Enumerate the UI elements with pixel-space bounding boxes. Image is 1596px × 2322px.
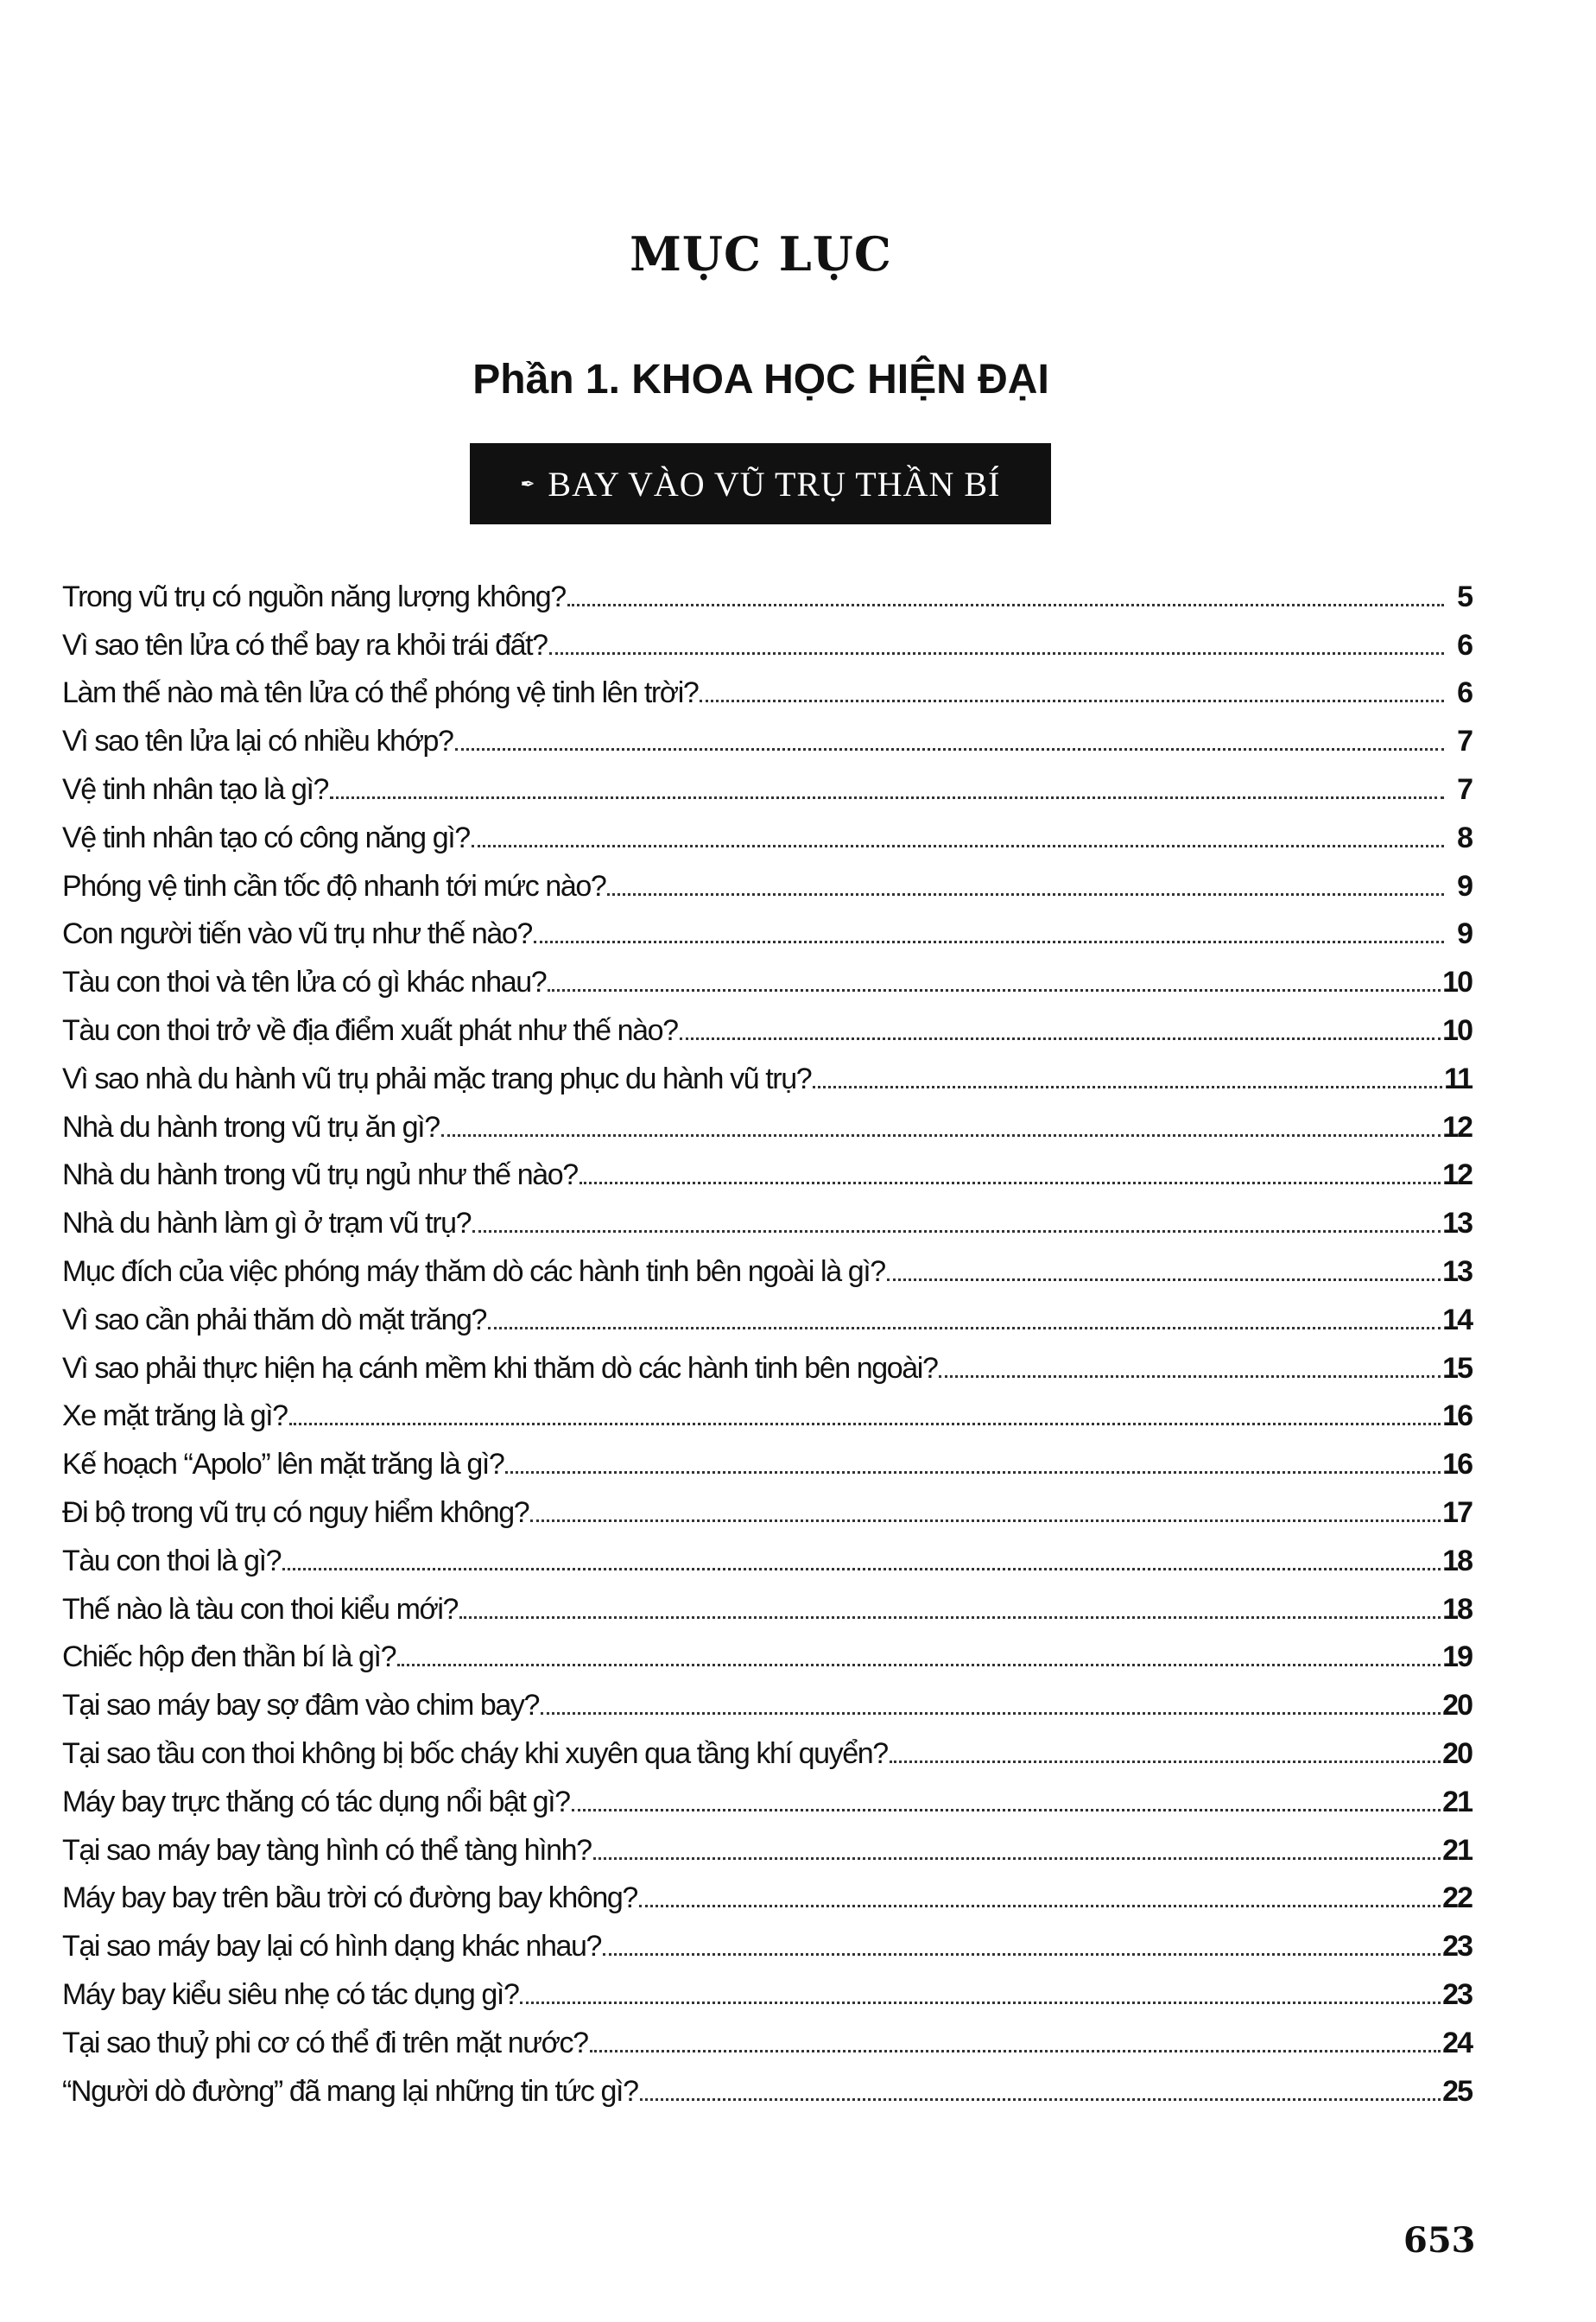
toc-entry-page: 24	[1442, 2026, 1472, 2059]
pen-nib-icon: ✒	[520, 474, 536, 494]
toc-entry-label: Vệ tinh nhân tạo là gì?	[62, 772, 329, 806]
toc-entry-page: 7	[1457, 772, 1472, 806]
dot-leader	[549, 652, 1444, 655]
toc-entry[interactable]	[62, 1386, 1472, 1434]
dot-leader	[534, 941, 1444, 943]
toc-entry-page: 5	[1457, 580, 1472, 613]
toc-entry-page: 14	[1442, 1303, 1472, 1336]
toc-entry-page: 15	[1442, 1351, 1472, 1385]
toc-entry-page: 16	[1442, 1399, 1472, 1433]
dot-leader	[505, 1471, 1441, 1474]
toc-entry[interactable]	[62, 1627, 1472, 1675]
toc-entry[interactable]	[62, 758, 1472, 807]
toc-entry-page: 7	[1457, 725, 1472, 758]
toc-entry[interactable]	[62, 1433, 1472, 1481]
toc-entry-page: 10	[1442, 1013, 1472, 1047]
dot-leader	[590, 2050, 1441, 2052]
toc-entry-page: 9	[1457, 869, 1472, 903]
toc-entry[interactable]	[62, 1722, 1472, 1771]
toc-entry-page: 21	[1442, 1833, 1472, 1867]
dot-leader	[330, 796, 1444, 799]
toc-entry-label: Làm thế nào mà tên lửa có thể phóng vệ tinh lên trời?	[62, 676, 699, 710]
toc-entry-page: 6	[1457, 628, 1472, 662]
toc-entry[interactable]	[62, 1868, 1472, 1916]
toc-entry-label: Vì sao tên lửa lại có nhiều khớp?	[62, 725, 453, 758]
toc-entry-label: Tại sao máy bay tàng hình có thể tàng hình?	[62, 1833, 592, 1867]
dot-leader	[455, 748, 1445, 751]
toc-entry-page: 8	[1457, 821, 1472, 854]
toc-entry-label: Tàu con thoi là gì?	[62, 1544, 282, 1577]
dot-leader	[607, 893, 1444, 896]
dot-leader	[441, 1134, 1441, 1137]
part-heading: Phần 1. KHOA HỌC HIỆN ĐẠI	[472, 357, 1049, 403]
toc-entry[interactable]	[62, 807, 1472, 855]
toc-entry[interactable]	[62, 1771, 1472, 1819]
section-title: BAY VÀO VŨ TRỤ THẦN BÍ	[548, 464, 1001, 504]
toc-entry[interactable]	[62, 904, 1472, 952]
toc-entry[interactable]	[62, 1240, 1472, 1289]
toc-entry-label: Mục đích của việc phóng máy thăm dò các hành tinh bên ngoài là gì?	[62, 1254, 885, 1288]
toc-entry[interactable]	[62, 1145, 1472, 1193]
toc-entry[interactable]	[62, 566, 1472, 614]
toc-entry-label: Nhà du hành trong vũ trụ ăn gì?	[62, 1110, 440, 1144]
dot-leader	[472, 1230, 1441, 1233]
toc-entry-page: 11	[1444, 1062, 1472, 1095]
toc-entry-page: 22	[1442, 1881, 1472, 1915]
toc-entry-label: Tàu con thoi trở về địa điểm xuất phát như thế nào?	[62, 1013, 678, 1047]
toc-entry-page: 12	[1442, 1158, 1472, 1192]
table-of-contents	[62, 566, 1472, 2109]
toc-entry-label: Tại sao tầu con thoi không bị bốc cháy khi xuyên qua tầng khí quyển?	[62, 1736, 888, 1770]
toc-entry[interactable]	[62, 1530, 1472, 1578]
dot-leader	[813, 1086, 1442, 1088]
dot-leader	[397, 1664, 1441, 1666]
toc-entry[interactable]	[62, 710, 1472, 758]
toc-entry-label: Vì sao phải thực hiện hạ cánh mềm khi thăm dò các hành tinh bên ngoài?	[62, 1351, 938, 1385]
dot-leader	[603, 1953, 1441, 1956]
dot-leader	[472, 845, 1444, 847]
toc-entry-page: 16	[1442, 1448, 1472, 1481]
toc-entry-label: Nhà du hành trong vũ trụ ngủ như thế nào?	[62, 1158, 578, 1192]
dot-leader	[289, 1423, 1441, 1425]
dot-leader	[541, 1712, 1441, 1715]
toc-entry-label: Thế nào là tàu con thoi kiểu mới?	[62, 1592, 459, 1626]
toc-entry-page: 20	[1442, 1736, 1472, 1770]
toc-entry[interactable]	[62, 1481, 1472, 1530]
dot-leader	[488, 1327, 1441, 1329]
dot-leader	[572, 1809, 1441, 1811]
toc-entry[interactable]	[62, 1337, 1472, 1386]
toc-entry[interactable]	[62, 951, 1472, 999]
dot-leader	[680, 1037, 1441, 1040]
toc-entry-label: Đi bộ trong vũ trụ có nguy hiểm không?	[62, 1495, 529, 1529]
toc-entry-label: Xe mặt trăng là gì?	[62, 1399, 288, 1433]
toc-entry-label: Trong vũ trụ có nguồn năng lượng không?	[62, 580, 566, 613]
dot-leader	[639, 1905, 1441, 1907]
page-title: MỤC LỤC	[630, 226, 892, 282]
toc-entry-page: 10	[1442, 966, 1472, 999]
dot-leader	[700, 700, 1444, 702]
toc-entry-label: Chiếc hộp đen thần bí là gì?	[62, 1640, 396, 1674]
dot-leader	[567, 604, 1444, 606]
toc-entry-label: “Người dò đường” đã mang lại những tin tức gì?	[62, 2074, 638, 2108]
toc-entry[interactable]	[62, 1192, 1472, 1240]
toc-entry[interactable]	[62, 1096, 1472, 1145]
toc-entry-label: Máy bay bay trên bầu trời có đường bay không?	[62, 1881, 637, 1915]
dot-leader	[520, 2002, 1441, 2004]
toc-entry-page: 18	[1442, 1592, 1472, 1626]
dot-leader	[580, 1182, 1441, 1184]
toc-entry-page: 23	[1442, 1977, 1472, 2011]
toc-entry[interactable]	[62, 2012, 1472, 2060]
toc-entry-page: 19	[1442, 1640, 1472, 1674]
toc-entry-label: Tại sao máy bay sợ đâm vào chim bay?	[62, 1689, 540, 1722]
toc-entry-label: Con người tiến vào vũ trụ như thế nào?	[62, 917, 532, 951]
toc-entry-page: 12	[1442, 1110, 1472, 1144]
toc-entry-label: Vệ tinh nhân tạo có công năng gì?	[62, 821, 470, 854]
toc-entry-page: 6	[1457, 676, 1472, 710]
dot-leader	[887, 1278, 1441, 1281]
toc-entry[interactable]	[62, 614, 1472, 663]
toc-entry[interactable]	[62, 1048, 1472, 1096]
toc-entry-page: 21	[1442, 1785, 1472, 1818]
toc-entry[interactable]	[62, 1578, 1472, 1627]
toc-entry-label: Tàu con thoi và tên lửa có gì khác nhau?	[62, 966, 547, 999]
dot-leader	[459, 1616, 1441, 1619]
toc-entry[interactable]	[62, 1819, 1472, 1868]
toc-entry[interactable]	[62, 2060, 1472, 2109]
toc-entry-label: Phóng vệ tinh cần tốc độ nhanh tới mức nào?	[62, 869, 606, 903]
toc-entry-label: Nhà du hành làm gì ở trạm vũ trụ?	[62, 1207, 472, 1240]
dot-leader	[939, 1375, 1441, 1378]
toc-entry-label: Vì sao nhà du hành vũ trụ phải mặc trang phục du hành vũ trụ?	[62, 1062, 812, 1095]
toc-entry-page: 20	[1442, 1689, 1472, 1722]
page-number: 653	[1403, 2220, 1476, 2261]
toc-entry-label: Máy bay kiểu siêu nhẹ có tác dụng gì?	[62, 1977, 519, 2011]
toc-entry[interactable]	[62, 1674, 1472, 1722]
toc-entry-page: 13	[1442, 1207, 1472, 1240]
toc-entry-page: 25	[1442, 2074, 1472, 2108]
dot-leader	[282, 1568, 1441, 1570]
toc-entry[interactable]	[62, 663, 1472, 711]
dot-leader	[640, 2098, 1441, 2101]
dot-leader	[593, 1857, 1441, 1860]
toc-entry[interactable]	[62, 1964, 1472, 2012]
dot-leader	[890, 1761, 1441, 1763]
toc-entry-label: Tại sao thuỷ phi cơ có thể đi trên mặt nước?	[62, 2026, 588, 2059]
dot-leader	[548, 989, 1441, 992]
toc-entry[interactable]	[62, 1915, 1472, 1964]
toc-entry-label: Vì sao tên lửa có thể bay ra khỏi trái đất?	[62, 628, 548, 662]
toc-entry-page: 17	[1442, 1495, 1472, 1529]
toc-entry-page: 13	[1442, 1254, 1472, 1288]
toc-entry-label: Kế hoạch “Apolo” lên mặt trăng là gì?	[62, 1448, 504, 1481]
toc-entry-page: 23	[1442, 1930, 1472, 1964]
dot-leader	[530, 1519, 1441, 1522]
toc-entry[interactable]	[62, 999, 1472, 1048]
toc-entry-label: Máy bay trực thăng có tác dụng nổi bật gì?	[62, 1785, 570, 1818]
toc-entry-label: Vì sao cần phải thăm dò mặt trăng?	[62, 1303, 487, 1336]
toc-entry[interactable]	[62, 855, 1472, 904]
section-banner	[470, 443, 1051, 524]
toc-entry-page: 18	[1442, 1544, 1472, 1577]
toc-entry-label: Tại sao máy bay lại có hình dạng khác nhau?	[62, 1930, 602, 1964]
toc-entry-page: 9	[1457, 917, 1472, 951]
toc-entry[interactable]	[62, 1289, 1472, 1337]
